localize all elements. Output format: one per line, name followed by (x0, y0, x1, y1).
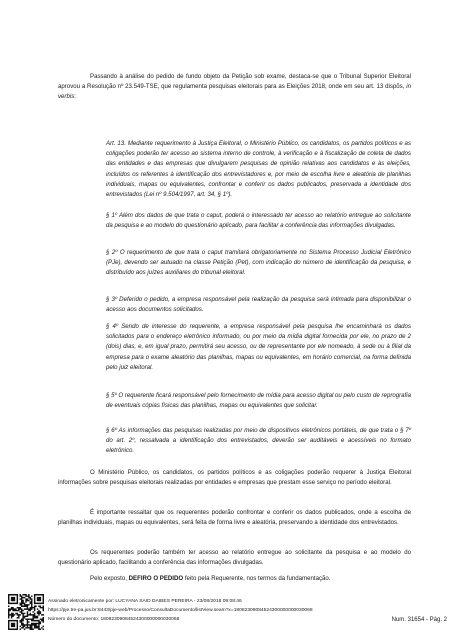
document-url-line[interactable]: https://pje.tre-pa.jus.br:8443/pje-web/Processo/ConsultaDocumento/listView.seam?x=18082309084524300000000030068 (48, 608, 313, 614)
document-number-line: Número do documento: 18082309084524300000000030068 (48, 617, 180, 623)
decision-lead: Pelo exposto, (90, 575, 129, 582)
signed-by-line: Assinado eletronicamente por: LUCYANA SAID DAIBES PEREIRA - 23/08/2018 09:08:46 (48, 599, 242, 604)
quote-paragraph-5: § 5º O requerente ficará responsável pelo fornecimento de mídia para acesso digital ou pelo custo de reprografia de eventuais cópias físicas das planilhas, mapas ou equivalentes que solicitar. (106, 392, 411, 410)
paragraph-ressaltar: É importante ressaltar que os requerentes poderão confrontar e conferir os dados publicados, onde a escolha de planilhas individuais, mapas ou equivalentes, será feita de forma livre e aleatória, preservando a identidade dos entrevistados. (58, 509, 411, 527)
quote-paragraph-6: § 6º As informações das pesquisas realizadas por meio de dispositivos eletrônicos portáteis, de que trata o § 7º do art. 2º, ressalvada a identificação dos entrevistados, deverão ser auditáveis e acessíveis no formato eletrônico. (106, 427, 411, 455)
in-verbis-text: in verbis (58, 83, 411, 101)
paragraph-requerentes: Os requerentes poderão também ter acesso ao relatório entregue ao solicitante da pesquisa e ao modelo do questionário aplicado, facilitando a conferência das informações divulgadas. (58, 549, 411, 567)
intro-colon: : (74, 93, 76, 101)
quote-paragraph-3: § 3º Deferido o pedido, a empresa responsável pela realização da pesquisa será intimada para disponibilizar o acesso aos documentos solicitados. (106, 296, 411, 314)
quote-paragraph-1: § 1º Além dos dados de que trata o caput, poderá o interessado ter acesso ao relatório entregue ao solicitante da pesquisa e ao modelo do questionário aplicado, para facilitar a conferência das informações divulgadas. (106, 212, 411, 230)
quote-art-13: Art. 13. Mediante requerimento à Justiça Eleitoral, o Ministério Público, os candidatos, os partidos políticos e as coligações poderão ter acesso ao sistema interno de controle, à verificação e à fiscalização de coleta de dados das entidades e das empresas que divulgarem pesquisas de opinião relativas aos candidatos e às eleições, incluídos os referentes à identificação dos entrevistadores e, por meio de escolha livre e aleatória de planilhas individuais, mapas ou equivalentes, confrontar e conferir os dados publicados, preservada a identidade dos entrevistados (Lei nº 9.504/1997, art. 34, § 1º). (106, 140, 411, 199)
page-number: Num. 31654 - Pág. 2 (391, 617, 447, 623)
intro-text: Passando à análise do pedido de fundo objeto da Petição sob exame, destaca-se que o Tribunal Superior Eleitoral aprovou a Resolução nº 23.549-TSE, que regulamenta pesquisas eleitorais para as Eleições 2018, onde em seu art. 13 dispõs, (58, 73, 411, 91)
paragraph-ministerio: O Ministério Público, os candidatos, os partidos políticos e as coligações poderão requerer à Justiça Eleitoral informações sobre pesquisas eleitorais realizadas por entidades e empresas que prestam esse serviço no período eleitoral. (58, 469, 411, 487)
decision-tail: feito pela Requerente, nos termos da fundamentação. (183, 575, 331, 582)
qr-code-icon (8, 594, 44, 630)
quote-paragraph-2: § 2º O requerimento de que trata o caput tramitará obrigatoriamente no Sistema Processo Judicial Eletrônico (PJe), devendo ser autuado na classe Petição (Pet), com indicação do número de identificação da pesquisa, e distribuído aos juízes auxiliares do tribunal eleitoral. (106, 249, 411, 277)
signature-info (48, 597, 368, 625)
paragraph-intro (58, 72, 411, 103)
document-footer (8, 594, 453, 636)
decision-bold: DEFIRO O PEDIDO (128, 575, 184, 582)
paragraph-decision (58, 574, 411, 584)
quote-paragraph-4: § 4º Sendo de interesse do requerente, a empresa responsável pela pesquisa lhe encaminhará os dados solicitados para o endereço eletrônico informado, ou por meio da mídia digital fornecida por ele, no prazo de 2 (dois) dias, e, em igual prazo, permitirá seu acesso, ou de representante por ele nomeado, à sede ou à filial da empresa para o exame aleatório das planilhas, mapas ou equivalentes, em horário comercial, na forma definida pelo juiz eleitoral. (106, 323, 411, 371)
